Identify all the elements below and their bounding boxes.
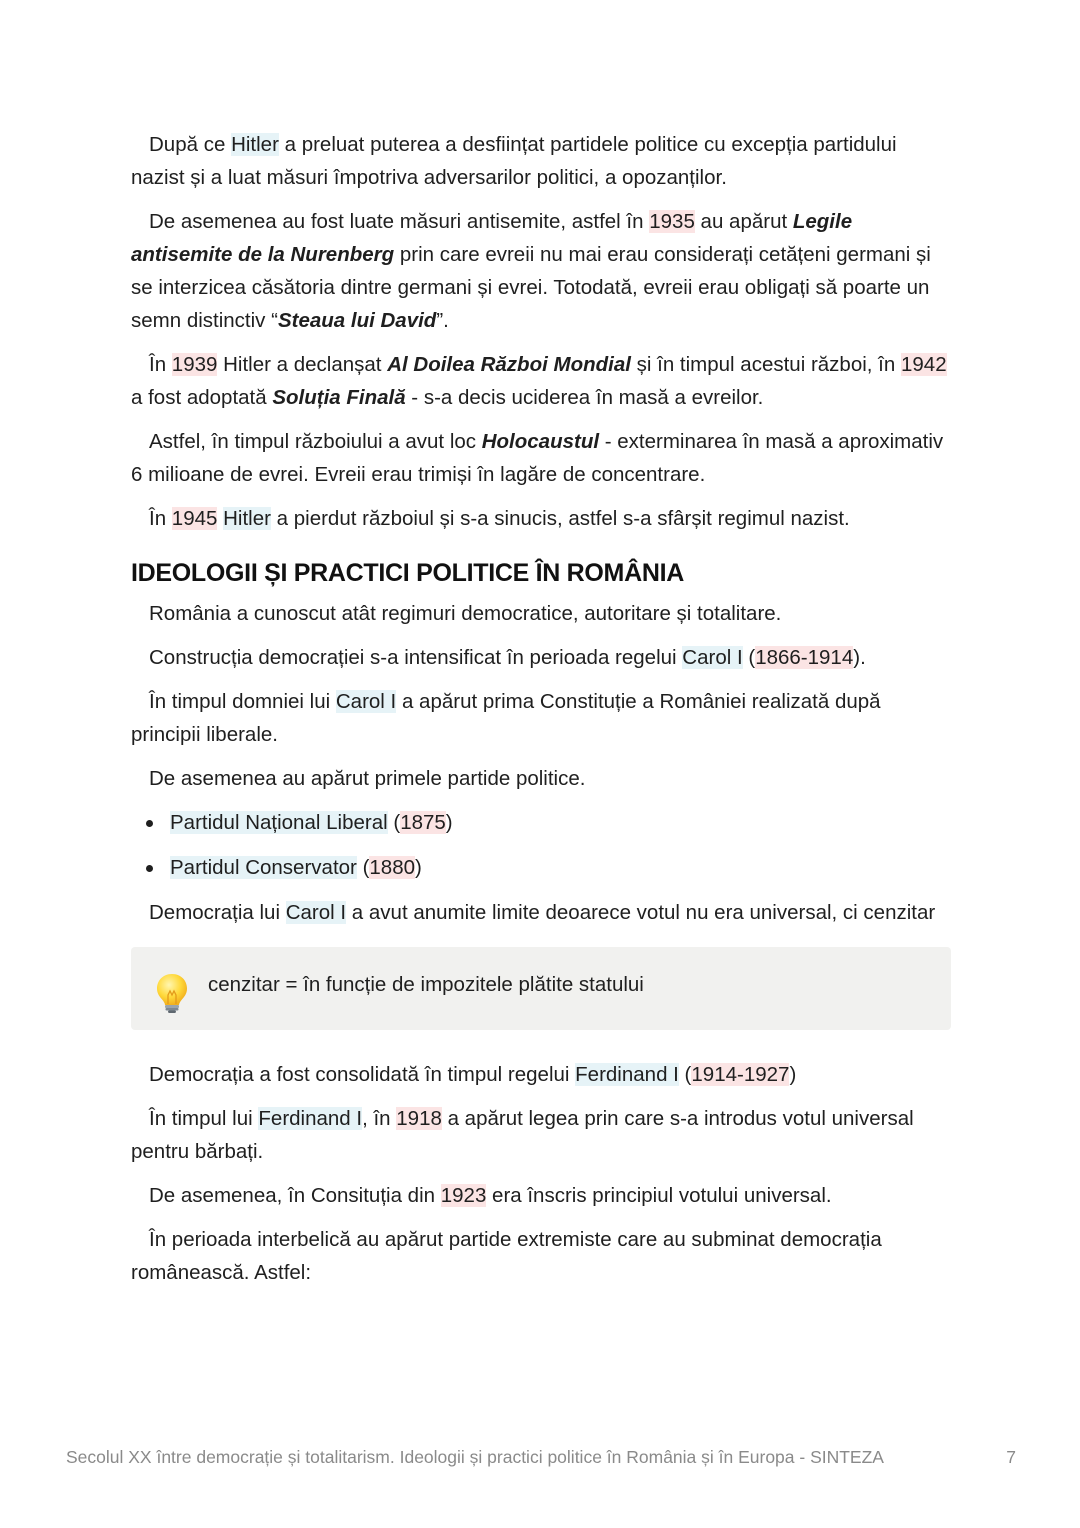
paragraph-end-nazi: În 1945 Hitler a pierdut războiul și s-a sinucis, astfel s-a sfârșit regimul nazist. [149, 507, 850, 530]
bold-term: Holocaustul [481, 430, 600, 453]
highlight-name: Carol I [682, 646, 743, 669]
highlight-year: 1935 [649, 210, 695, 233]
bold-term: Al Doilea Război Mondial [387, 353, 631, 376]
bold-term: Legile antisemite de la Nurenberg [131, 210, 853, 266]
list-item: Partidul Conservator (1880) [131, 851, 951, 884]
paragraph-carol-democracy: Construcția democrației s-a intensificat în perioada regelui Carol I (1866-1914). [149, 646, 866, 669]
highlight-name: Ferdinand I [258, 1107, 363, 1130]
bold-term: Steaua lui David [277, 309, 437, 332]
bold-term: Soluția Finală [272, 386, 406, 409]
paragraph-extremist-parties: În perioada interbelică au apărut partide extremiste care au subminat democrația românească. Astfel: [131, 1228, 882, 1284]
highlight-name: Carol I [335, 690, 397, 713]
highlight-name: Hitler [223, 507, 271, 530]
list-item: Partidul Național Liberal (1875) [131, 806, 951, 839]
paragraph-constitution: În timpul domniei lui Carol I a apărut prima Constituție a României realizată după principii liberale. [131, 690, 881, 746]
callout-text: cenzitar = în funcție de impozitele plătite statului [208, 973, 644, 996]
highlight-name: Carol I [285, 901, 347, 924]
paragraph-constitution-1923: De asemenea, în Consituția din 1923 era înscris principiul votului universal. [149, 1184, 832, 1207]
paragraph-parties-intro: De asemenea au apărut primele partide politice. [149, 767, 586, 790]
paragraph-ferdinand: Democrația a fost consolidată în timpul regelui Ferdinand I (1914-1927) [149, 1063, 797, 1086]
highlight-year: 1939 [171, 353, 218, 376]
page-number: 7 [1006, 1447, 1016, 1467]
highlight-year: 1918 [396, 1107, 442, 1130]
highlight-name: Partidul Național Liberal [170, 811, 388, 834]
callout-box [131, 947, 951, 1030]
highlight-year: 1942 [900, 353, 947, 376]
paragraph-antisemitic-laws: De asemenea au fost luate măsuri antisemite, astfel în 1935 au apărut Legile antisemite de la Nurenberg prin care evreii nu mai erau considerați cetățeni germani și se interzicea căsătoria dintre germani și evrei. Totodată, evreii erau obligați să poarte un semn distinctiv “Steaua lui David”. [131, 210, 931, 332]
highlight-year: 1923 [440, 1184, 487, 1207]
section-heading: IDEOLOGII ȘI PRACTICI POLITICE ÎN ROMÂNIA [131, 559, 684, 587]
highlight-year: 1875 [400, 811, 446, 834]
highlight-name: Hitler [231, 133, 279, 156]
highlight-year: 1914-1927 [691, 1063, 790, 1086]
paragraph-hitler-power: După ce Hitler a preluat puterea a desființat partidele politice cu excepția partidului nazist și a luat măsuri împotriva adversarilor politici, a opozanților. [131, 133, 897, 189]
highlight-name: Partidul Conservator [170, 856, 357, 879]
highlight-year: 1945 [171, 507, 218, 530]
highlight-year: 1866-1914 [755, 646, 854, 669]
paragraph-carol-limits: Democrația lui Carol I a avut anumite limite deoarece votul nu era universal, ci cenzitar [149, 901, 936, 924]
paragraph-holocaust: Astfel, în timpul războiului a avut loc Holocaustul - exterminarea în masă a aproximativ 6 milioane de evrei. Evreii erau trimiși în lagăre de concentrare. [131, 430, 944, 486]
footer-title: Secolul XX între democrație și totalitarism. Ideologii și practici politice în România și în Europa - SINTEZA [66, 1447, 884, 1467]
paragraph-regimes: România a cunoscut atât regimuri democratice, autoritare și totalitare. [149, 602, 782, 625]
highlight-name: Ferdinand I [575, 1063, 679, 1086]
page-content [131, 128, 951, 1300]
paragraph-universal-vote: În timpul lui Ferdinand I, în 1918 a apărut legea prin care s-a introdus votul universal pentru bărbați. [131, 1107, 914, 1163]
lightbulb-icon [155, 973, 189, 1013]
paragraph-ww2: În 1939 Hitler a declanșat Al Doilea Război Mondial și în timpul acestui război, în 1942 a fost adoptată Soluția Finală - s-a decis uciderea în masă a evreilor. [131, 353, 947, 409]
highlight-year: 1880 [369, 856, 416, 879]
parties-list [131, 806, 951, 884]
